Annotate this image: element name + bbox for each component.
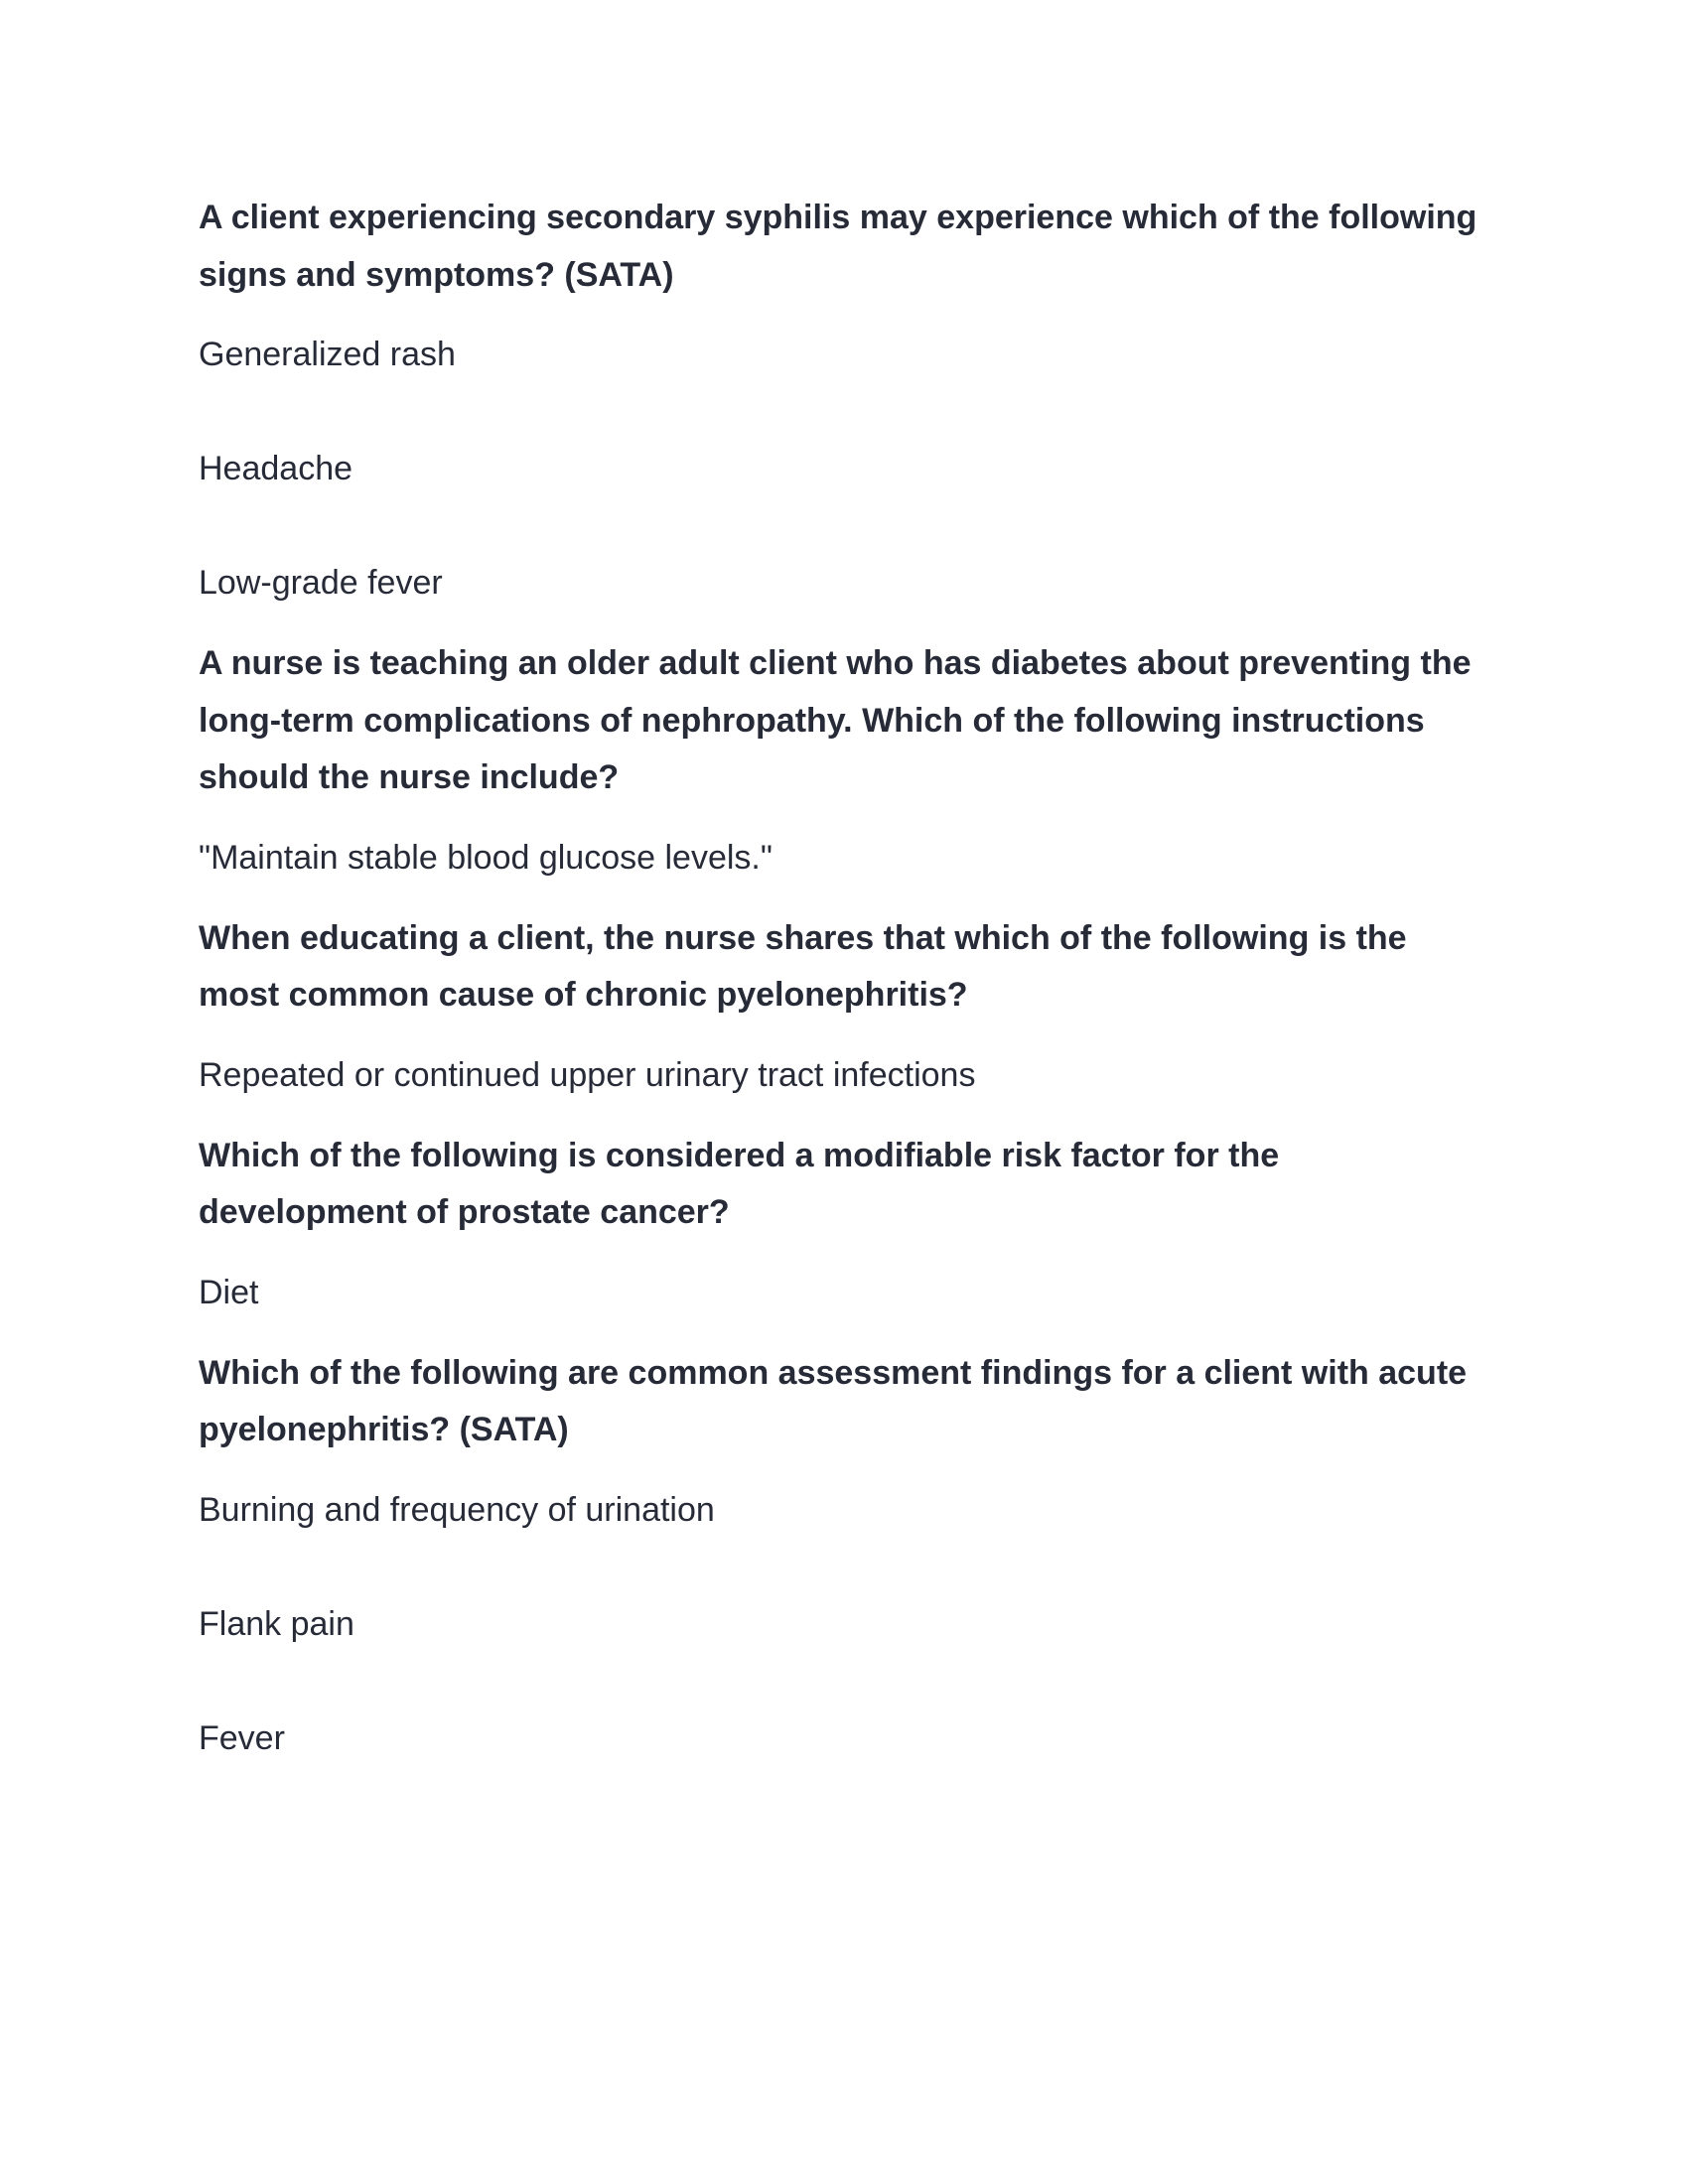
answer-text: Burning and frequency of urination xyxy=(199,1490,715,1529)
document-page xyxy=(199,190,1489,1758)
question-text: A client experiencing secondary syphilis may experience which of the following signs and symptoms? (SATA) xyxy=(199,199,1477,294)
question-block xyxy=(199,1128,1489,1312)
answer-text: Low-grade fever xyxy=(199,564,443,602)
answer-text: Flank pain xyxy=(199,1604,354,1643)
answer-text: Diet xyxy=(199,1273,259,1311)
question-block xyxy=(199,1345,1489,1758)
question-text: Which of the following is considered a modifiable risk factor for the development of prostate cancer? xyxy=(199,1136,1280,1231)
answer-text: Generalized rash xyxy=(199,336,456,373)
question-text: When educating a client, the nurse shares that which of the following is the most common cause of chronic pyelonephritis? xyxy=(199,918,1407,1014)
answer-text: Headache xyxy=(199,450,353,487)
answer-text: "Maintain stable blood glucose levels." xyxy=(199,838,773,877)
question-block xyxy=(199,190,1489,603)
answer-text: Fever xyxy=(199,1718,285,1757)
question-block xyxy=(199,635,1489,878)
question-text: A nurse is teaching an older adult client who has diabetes about preventing the long-term complications of nephropathy. Which of the following instructions should the nurse include? xyxy=(199,644,1472,796)
question-text: Which of the following are common assessment findings for a client with acute pyelonephritis? (SATA) xyxy=(199,1353,1468,1448)
question-block xyxy=(199,910,1489,1095)
answer-text: Repeated or continued upper urinary tract infections xyxy=(199,1055,976,1094)
